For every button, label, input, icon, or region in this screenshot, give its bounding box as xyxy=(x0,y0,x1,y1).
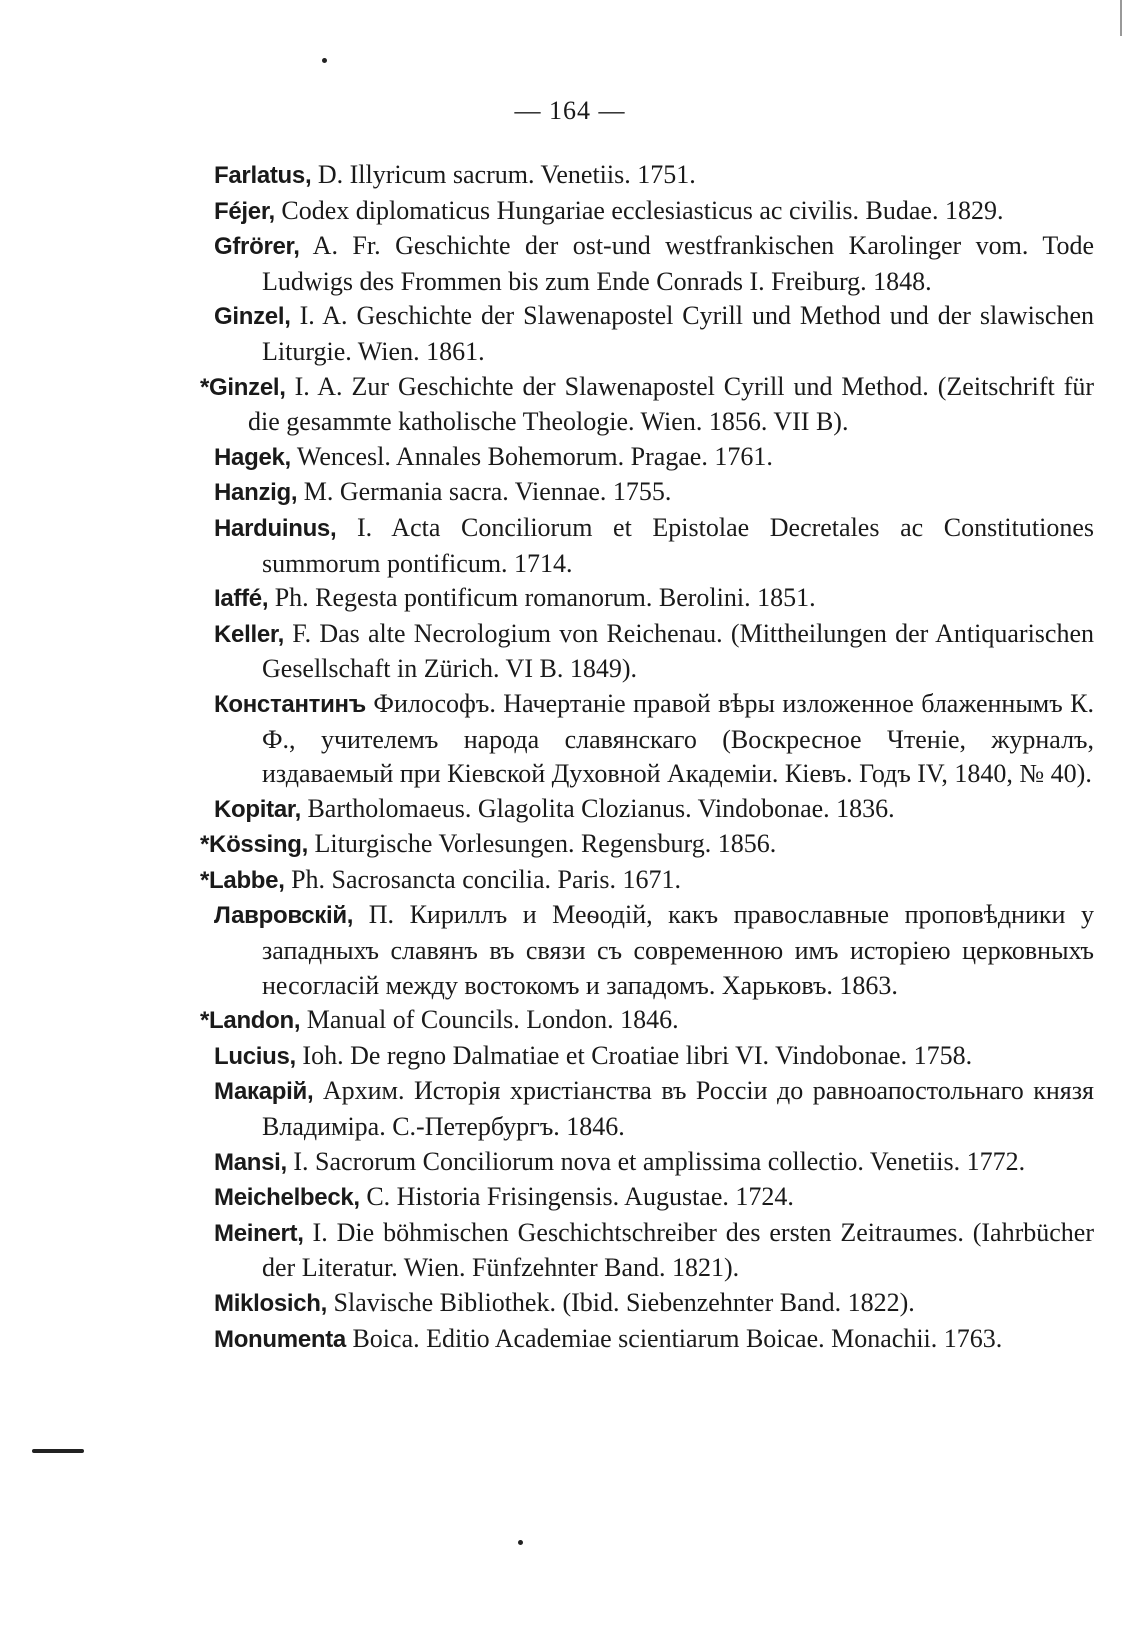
bibliography-entry xyxy=(214,1145,1094,1181)
scan-margin-mark xyxy=(32,1449,84,1453)
entry-author: Ginzel, xyxy=(214,303,291,331)
bibliography-entry xyxy=(214,1074,1094,1144)
bibliography-entry xyxy=(214,194,1094,230)
entry-text: Codex diplomaticus Hungariae ecclesiasticus ac civilis. Budae. 1829. xyxy=(274,195,1004,225)
entry-author: Hanzig, xyxy=(214,479,298,507)
entry-author: *Landon, xyxy=(200,1007,301,1035)
entry-text: Философъ. Начертаніе правой вѣры изложенное блаженнымъ К. Ф., учителемъ народа славянскаго (Воскресное Чтеніе, журналъ, издаваемый при Кіевской Духовной Академіи. Кіевъ. Годъ IV, 1840, № 40). xyxy=(262,688,1094,789)
entry-text: Ph. Regesta pontificum romanorum. Berolini. 1851. xyxy=(268,583,816,613)
entry-author: Константинъ xyxy=(214,690,366,718)
entry-text: I. A. Zur Geschichte der Slawenapostel Cyrill und Method. (Zeitschrift für die gesammte katholische Theologie. Wien. 1856. VII B). xyxy=(248,371,1094,437)
entry-author: Iaffé, xyxy=(214,585,269,613)
bibliography-entry xyxy=(200,863,1094,899)
entry-text: I. Acta Conciliorum et Epistolae Decretales ac Constitutiones summorum pontificum. 1714. xyxy=(262,512,1094,578)
bibliography-entry xyxy=(214,511,1094,581)
bibliography-entry xyxy=(214,1322,1094,1358)
entry-author: Féjer, xyxy=(214,197,275,225)
bibliography-entry xyxy=(214,1180,1094,1216)
entry-author: Farlatus, xyxy=(214,162,312,189)
entry-text: Manual of Councils. London. 1846. xyxy=(300,1005,679,1035)
page-number: — 164 — xyxy=(514,96,626,125)
entry-text: Liturgische Vorlesungen. Regensburg. 1856. xyxy=(307,829,777,859)
entry-author: Miklosich, xyxy=(214,1290,328,1317)
scan-speck xyxy=(518,1540,523,1545)
entry-author: Meichelbeck, xyxy=(214,1184,360,1212)
bibliography-entry xyxy=(214,299,1094,369)
entry-text: F. Das alte Necrologium von Reichenau. (Mittheilungen der Antiquarischen Gesellschaft in Zürich. VI B. 1849). xyxy=(262,618,1094,684)
bibliography-entry xyxy=(200,370,1094,440)
bibliography-list xyxy=(200,158,1094,1357)
entry-author: Kopitar, xyxy=(214,795,301,823)
bibliography-entry xyxy=(200,827,1094,863)
bibliography-entry xyxy=(214,1286,1094,1322)
entry-author: Mansi, xyxy=(214,1148,287,1176)
bibliography-entry xyxy=(214,581,1094,617)
entry-text: C. Historia Frisingensis. Augustae. 1724. xyxy=(359,1182,794,1212)
entry-author: Harduinus, xyxy=(214,514,337,542)
entry-text: Bartholomaeus. Glagolita Clozianus. Vindobonae. 1836. xyxy=(300,793,895,823)
entry-text: Ph. Sacrosancta concilia. Paris. 1671. xyxy=(284,864,682,894)
bibliography-entry xyxy=(200,1003,1094,1039)
bibliography-entry xyxy=(214,617,1094,687)
entry-author: Meinert, xyxy=(214,1219,304,1247)
bibliography-entry xyxy=(214,1216,1094,1286)
entry-text: I. A. Geschichte der Slawenapostel Cyrill und Method und der slawischen Liturgie. Wien. 1861. xyxy=(262,301,1094,366)
entry-author: Lucius, xyxy=(214,1042,296,1070)
entry-text: Ioh. De regno Dalmatiae et Croatiae libri VI. Vindobonae. 1758. xyxy=(295,1040,973,1070)
bibliography-entry xyxy=(214,687,1094,792)
scan-edge-line xyxy=(1120,0,1122,36)
bibliography-entry xyxy=(214,158,1094,194)
entry-text: Slavische Bibliothek. (Ibid. Siebenzehnter Band. 1822). xyxy=(327,1288,915,1317)
entry-text: M. Germania sacra. Viennae. 1755. xyxy=(297,477,672,507)
entry-author: *Labbe, xyxy=(200,866,285,894)
entry-text: A. Fr. Geschichte der ost-und westfrankischen Karolinger vom. Tode Ludwigs des Frommen bis zum Ende Conrads I. Freiburg. 1848. xyxy=(262,231,1094,296)
bibliography-entry xyxy=(214,898,1094,1003)
entry-text: Wencesl. Annales Bohemorum. Pragae. 1761. xyxy=(290,441,773,471)
bibliography-entry xyxy=(214,229,1094,299)
bibliography-entry xyxy=(214,792,1094,828)
entry-author: Hagek, xyxy=(214,443,291,471)
entry-author: *Kössing, xyxy=(200,831,308,859)
entry-author: Макарій, xyxy=(214,1078,314,1106)
entry-text: I. Die böhmischen Geschichtschreiber des ersten Zeitraumes. (Iahrbücher der Literatur. Wien. Fünfzehnter Band. 1821). xyxy=(262,1217,1094,1283)
entry-author: Keller, xyxy=(214,620,284,648)
bibliography-entry xyxy=(214,475,1094,511)
entry-author: Monumenta xyxy=(214,1325,346,1353)
entry-text: П. Кириллъ и Меѳодій, какъ православные проповѣдники у западныхъ славянъ въ связи съ современною имъ исторіею церковныхъ несогласій между востокомъ и западомъ. Харьковъ. 1863. xyxy=(262,900,1094,1000)
entry-text: D. Illyricum sacrum. Venetiis. 1751. xyxy=(311,160,696,189)
bibliography-entry xyxy=(214,1039,1094,1075)
entry-text: Архим. Исторія христіанства въ Россіи до равноапостольнаго князя Владиміра. С.-Петербургъ. 1846. xyxy=(262,1076,1094,1142)
entry-author: Лавровскій, xyxy=(214,902,354,930)
entry-text: Boica. Editio Academiae scientiarum Boicae. Monachii. 1763. xyxy=(345,1323,1003,1353)
bibliography-entry xyxy=(214,440,1094,476)
entry-author: *Ginzel, xyxy=(200,373,286,401)
entry-text: I. Sacrorum Conciliorum nova et amplissima collectio. Venetiis. 1772. xyxy=(286,1146,1026,1176)
entry-author: Gfrörer, xyxy=(214,233,300,261)
scan-speck xyxy=(322,58,327,63)
